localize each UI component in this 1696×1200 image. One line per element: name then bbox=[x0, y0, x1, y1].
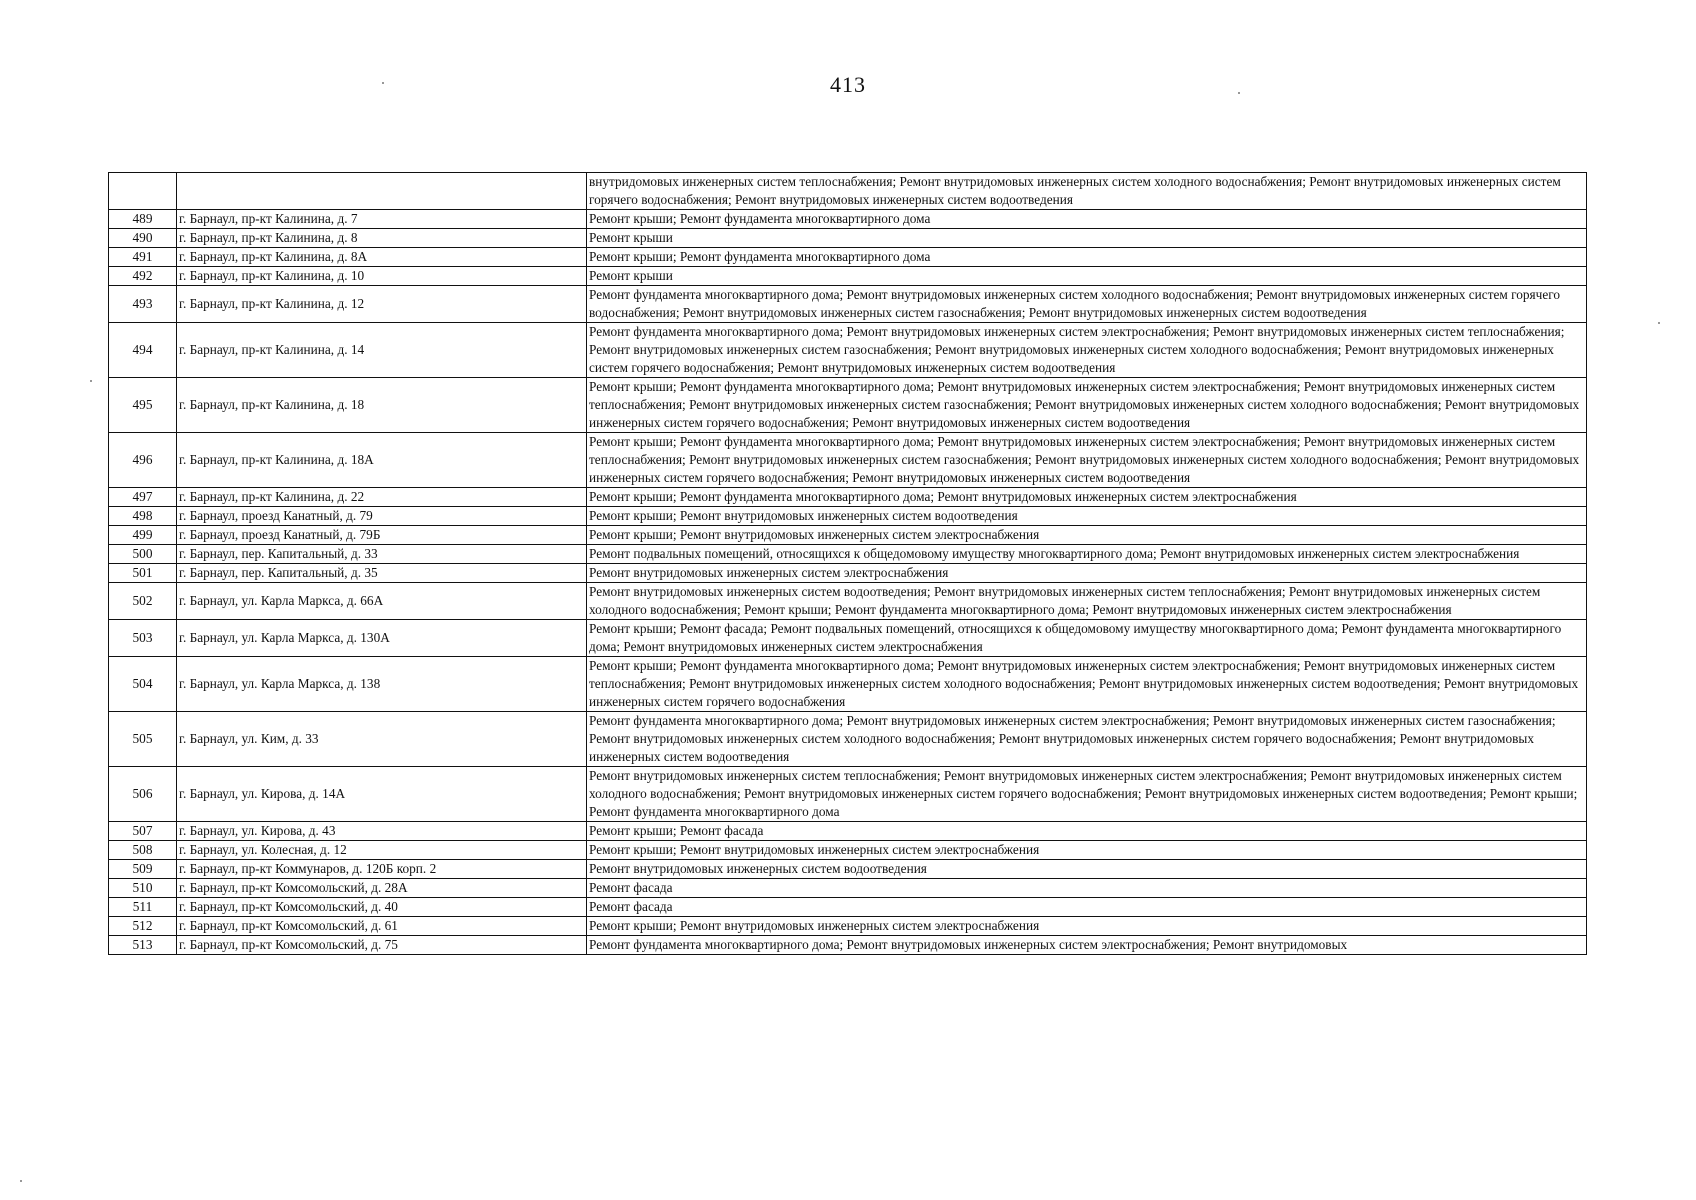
table-row bbox=[109, 173, 1587, 210]
table-row bbox=[109, 210, 1587, 229]
row-number: 509 bbox=[109, 860, 177, 879]
table-row bbox=[109, 712, 1587, 767]
table-row bbox=[109, 620, 1587, 657]
row-address: г. Барнаул, пер. Капитальный, д. 33 bbox=[177, 545, 587, 564]
row-works: Ремонт крыши; Ремонт фундамента многоквартирного дома; Ремонт внутридомовых инженерных систем электроснабжения; Ремонт внутридомовых инженерных систем теплоснабжения; Ремонт внутридомовых инженерных систем холодного водоснабжения; Ремонт внутридомовых инженерных систем водоотведения; Ремонт внутридомовых инженерных систем горячего водоснабжения bbox=[587, 657, 1587, 712]
row-address: г. Барнаул, пр-кт Калинина, д. 14 bbox=[177, 323, 587, 378]
row-works: Ремонт внутридомовых инженерных систем водоотведения; Ремонт внутридомовых инженерных систем теплоснабжения; Ремонт внутридомовых инженерных систем холодного водоснабжения; Ремонт крыши; Ремонт фундамента многоквартирного дома; Ремонт внутридомовых инженерных систем электроснабжения bbox=[587, 583, 1587, 620]
table-row bbox=[109, 936, 1587, 955]
table-row bbox=[109, 267, 1587, 286]
row-number bbox=[109, 173, 177, 210]
row-address: г. Барнаул, пр-кт Комсомольский, д. 40 bbox=[177, 898, 587, 917]
row-address: г. Барнаул, ул. Карла Маркса, д. 130А bbox=[177, 620, 587, 657]
row-number: 495 bbox=[109, 378, 177, 433]
page-number: 413 bbox=[830, 72, 866, 97]
row-works: Ремонт крыши; Ремонт фундамента многоквартирного дома; Ремонт внутридомовых инженерных систем электроснабжения; Ремонт внутридомовых инженерных систем теплоснабжения; Ремонт внутридомовых инженерных систем газоснабжения; Ремонт внутридомовых инженерных систем холодного водоснабжения; Ремонт внутридомовых инженерных систем горячего водоснабжения; Ремонт внутридомовых инженерных систем водоотведения bbox=[587, 433, 1587, 488]
table-row bbox=[109, 767, 1587, 822]
row-address: г. Барнаул, ул. Колесная, д. 12 bbox=[177, 841, 587, 860]
row-address: г. Барнаул, пр-кт Калинина, д. 12 bbox=[177, 286, 587, 323]
row-address: г. Барнаул, пр-кт Калинина, д. 8 bbox=[177, 229, 587, 248]
row-works: Ремонт крыши; Ремонт фундамента многоквартирного дома; Ремонт внутридомовых инженерных систем электроснабжения bbox=[587, 488, 1587, 507]
row-address: г. Барнаул, пр-кт Калинина, д. 10 bbox=[177, 267, 587, 286]
table-row bbox=[109, 917, 1587, 936]
row-works: Ремонт крыши bbox=[587, 267, 1587, 286]
table-row bbox=[109, 898, 1587, 917]
row-number: 508 bbox=[109, 841, 177, 860]
row-address: г. Барнаул, пер. Капитальный, д. 35 bbox=[177, 564, 587, 583]
row-works: Ремонт крыши; Ремонт внутридомовых инженерных систем электроснабжения bbox=[587, 526, 1587, 545]
row-number: 498 bbox=[109, 507, 177, 526]
table-row bbox=[109, 860, 1587, 879]
scan-speck bbox=[1238, 92, 1240, 94]
row-works: Ремонт фасада bbox=[587, 879, 1587, 898]
table-row bbox=[109, 822, 1587, 841]
row-number: 513 bbox=[109, 936, 177, 955]
table-row bbox=[109, 564, 1587, 583]
table-row bbox=[109, 323, 1587, 378]
row-number: 492 bbox=[109, 267, 177, 286]
row-number: 491 bbox=[109, 248, 177, 267]
table-row bbox=[109, 879, 1587, 898]
row-works: внутридомовых инженерных систем теплоснабжения; Ремонт внутридомовых инженерных систем холодного водоснабжения; Ремонт внутридомовых инженерных систем горячего водоснабжения; Ремонт внутридомовых инженерных систем водоотведения bbox=[587, 173, 1587, 210]
scan-speck bbox=[90, 380, 92, 382]
row-works: Ремонт крыши; Ремонт фасада bbox=[587, 822, 1587, 841]
table-row bbox=[109, 248, 1587, 267]
row-address: г. Барнаул, ул. Ким, д. 33 bbox=[177, 712, 587, 767]
row-number: 499 bbox=[109, 526, 177, 545]
table-row bbox=[109, 841, 1587, 860]
row-works: Ремонт крыши; Ремонт фундамента многоквартирного дома bbox=[587, 248, 1587, 267]
table-row bbox=[109, 657, 1587, 712]
row-number: 496 bbox=[109, 433, 177, 488]
row-works: Ремонт фундамента многоквартирного дома; Ремонт внутридомовых инженерных систем холодного водоснабжения; Ремонт внутридомовых инженерных систем горячего водоснабжения; Ремонт внутридомовых инженерных систем газоснабжения; Ремонт внутридомовых инженерных систем водоотведения bbox=[587, 286, 1587, 323]
table-row bbox=[109, 545, 1587, 564]
row-works: Ремонт фундамента многоквартирного дома; Ремонт внутридомовых инженерных систем электроснабжения; Ремонт внутридомовых инженерных систем газоснабжения; Ремонт внутридомовых инженерных систем холодного водоснабжения; Ремонт внутридомовых инженерных систем горячего водоснабжения; Ремонт внутридомовых инженерных систем водоотведения bbox=[587, 712, 1587, 767]
row-address: г. Барнаул, проезд Канатный, д. 79 bbox=[177, 507, 587, 526]
row-number: 493 bbox=[109, 286, 177, 323]
row-address: г. Барнаул, проезд Канатный, д. 79Б bbox=[177, 526, 587, 545]
row-works: Ремонт крыши bbox=[587, 229, 1587, 248]
scan-speck bbox=[382, 82, 384, 84]
row-address bbox=[177, 173, 587, 210]
row-number: 489 bbox=[109, 210, 177, 229]
row-address: г. Барнаул, ул. Карла Маркса, д. 66А bbox=[177, 583, 587, 620]
row-works: Ремонт фундамента многоквартирного дома; Ремонт внутридомовых инженерных систем электроснабжения; Ремонт внутридомовых инженерных систем теплоснабжения; Ремонт внутридомовых инженерных систем газоснабжения; Ремонт внутридомовых инженерных систем холодного водоснабжения; Ремонт внутридомовых инженерных систем горячего водоснабжения; Ремонт внутридомовых инженерных систем водоотведения bbox=[587, 323, 1587, 378]
row-address: г. Барнаул, пр-кт Калинина, д. 18А bbox=[177, 433, 587, 488]
row-address: г. Барнаул, пр-кт Калинина, д. 8А bbox=[177, 248, 587, 267]
row-address: г. Барнаул, пр-кт Калинина, д. 18 bbox=[177, 378, 587, 433]
row-address: г. Барнаул, пр-кт Коммунаров, д. 120Б корп. 2 bbox=[177, 860, 587, 879]
row-address: г. Барнаул, ул. Кирова, д. 43 bbox=[177, 822, 587, 841]
row-address: г. Барнаул, пр-кт Комсомольский, д. 61 bbox=[177, 917, 587, 936]
row-number: 511 bbox=[109, 898, 177, 917]
row-works: Ремонт крыши; Ремонт внутридомовых инженерных систем электроснабжения bbox=[587, 917, 1587, 936]
row-address: г. Барнаул, пр-кт Калинина, д. 7 bbox=[177, 210, 587, 229]
row-works: Ремонт крыши; Ремонт фундамента многоквартирного дома bbox=[587, 210, 1587, 229]
row-address: г. Барнаул, ул. Кирова, д. 14А bbox=[177, 767, 587, 822]
row-number: 504 bbox=[109, 657, 177, 712]
row-address: г. Барнаул, пр-кт Комсомольский, д. 28А bbox=[177, 879, 587, 898]
row-number: 512 bbox=[109, 917, 177, 936]
registry-body bbox=[109, 173, 1587, 955]
table-row bbox=[109, 583, 1587, 620]
table-row bbox=[109, 526, 1587, 545]
row-number: 490 bbox=[109, 229, 177, 248]
row-number: 494 bbox=[109, 323, 177, 378]
row-works: Ремонт крыши; Ремонт фасада; Ремонт подвальных помещений, относящихся к общедомовому имуществу многоквартирного дома; Ремонт фундамента многоквартирного дома; Ремонт внутридомовых инженерных систем электроснабжения bbox=[587, 620, 1587, 657]
row-number: 507 bbox=[109, 822, 177, 841]
row-works: Ремонт внутридомовых инженерных систем водоотведения bbox=[587, 860, 1587, 879]
row-works: Ремонт внутридомовых инженерных систем теплоснабжения; Ремонт внутридомовых инженерных систем электроснабжения; Ремонт внутридомовых инженерных систем холодного водоснабжения; Ремонт внутридомовых инженерных систем горячего водоснабжения; Ремонт внутридомовых инженерных систем водоотведения; Ремонт крыши; Ремонт фундамента многоквартирного дома bbox=[587, 767, 1587, 822]
table-row bbox=[109, 286, 1587, 323]
row-number: 506 bbox=[109, 767, 177, 822]
row-works: Ремонт подвальных помещений, относящихся к общедомовому имуществу многоквартирного дома; Ремонт внутридомовых инженерных систем электроснабжения bbox=[587, 545, 1587, 564]
row-number: 510 bbox=[109, 879, 177, 898]
row-works: Ремонт крыши; Ремонт фундамента многоквартирного дома; Ремонт внутридомовых инженерных систем электроснабжения; Ремонт внутридомовых инженерных систем теплоснабжения; Ремонт внутридомовых инженерных систем газоснабжения; Ремонт внутридомовых инженерных систем холодного водоснабжения; Ремонт внутридомовых инженерных систем горячего водоснабжения; Ремонт внутридомовых инженерных систем водоотведения bbox=[587, 378, 1587, 433]
row-number: 505 bbox=[109, 712, 177, 767]
row-works: Ремонт фасада bbox=[587, 898, 1587, 917]
table-row bbox=[109, 507, 1587, 526]
row-number: 503 bbox=[109, 620, 177, 657]
table-row bbox=[109, 229, 1587, 248]
row-works: Ремонт крыши; Ремонт внутридомовых инженерных систем электроснабжения bbox=[587, 841, 1587, 860]
row-address: г. Барнаул, пр-кт Комсомольский, д. 75 bbox=[177, 936, 587, 955]
row-works: Ремонт фундамента многоквартирного дома; Ремонт внутридомовых инженерных систем электроснабжения; Ремонт внутридомовых bbox=[587, 936, 1587, 955]
row-number: 500 bbox=[109, 545, 177, 564]
table-row bbox=[109, 378, 1587, 433]
table-row bbox=[109, 488, 1587, 507]
row-number: 502 bbox=[109, 583, 177, 620]
row-address: г. Барнаул, пр-кт Калинина, д. 22 bbox=[177, 488, 587, 507]
scan-speck bbox=[1658, 322, 1660, 324]
row-works: Ремонт внутридомовых инженерных систем электроснабжения bbox=[587, 564, 1587, 583]
row-number: 497 bbox=[109, 488, 177, 507]
scan-speck bbox=[20, 1180, 22, 1182]
row-works: Ремонт крыши; Ремонт внутридомовых инженерных систем водоотведения bbox=[587, 507, 1587, 526]
row-number: 501 bbox=[109, 564, 177, 583]
row-address: г. Барнаул, ул. Карла Маркса, д. 138 bbox=[177, 657, 587, 712]
repair-registry-table bbox=[108, 172, 1587, 955]
table-row bbox=[109, 433, 1587, 488]
